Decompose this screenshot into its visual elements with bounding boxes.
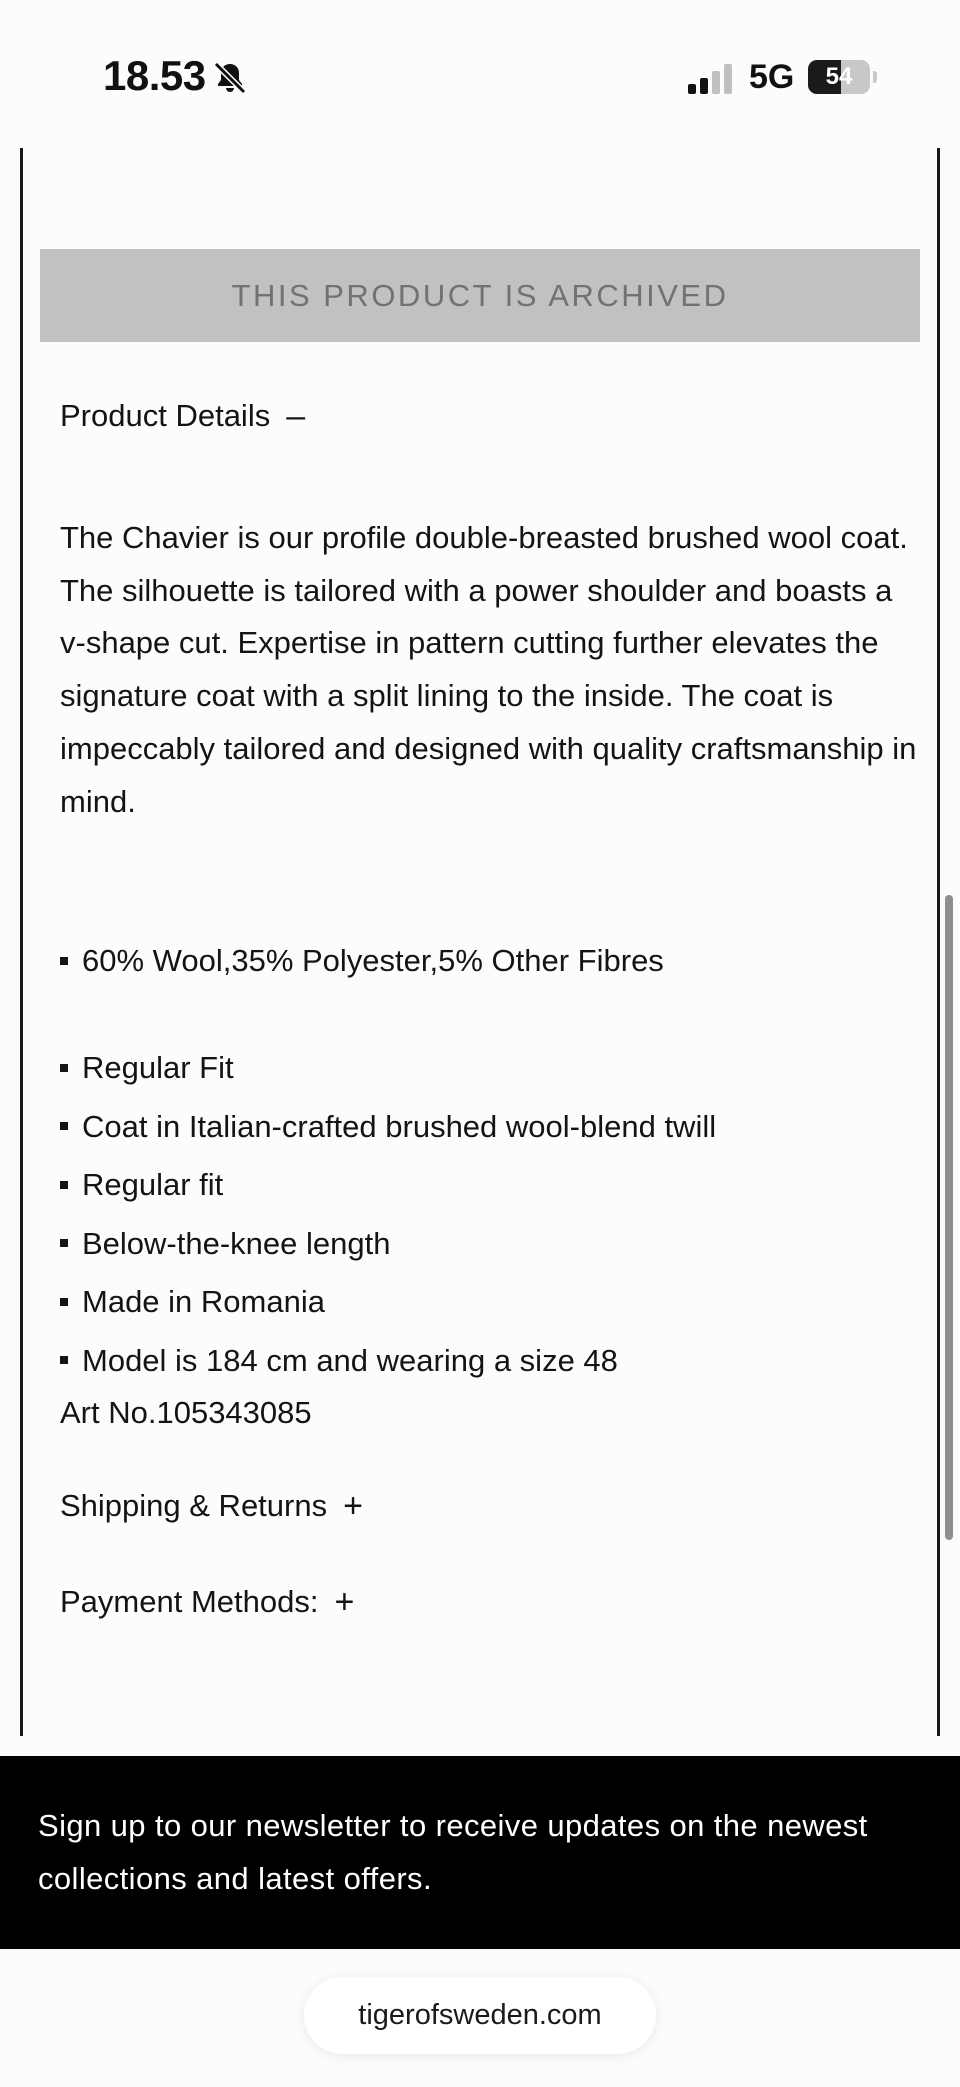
list-item: Regular Fit xyxy=(60,1039,920,1098)
bullet-icon xyxy=(60,1181,68,1189)
shipping-returns-toggle[interactable] xyxy=(60,1488,363,1524)
payment-methods-title: Payment Methods: xyxy=(60,1584,319,1619)
list-item: Coat in Italian-crafted brushed wool-blend twill xyxy=(60,1098,920,1157)
battery-tip xyxy=(873,71,877,83)
article-number: Art No.105343085 xyxy=(60,1395,312,1430)
expand-icon: + xyxy=(334,1583,355,1621)
battery-icon xyxy=(808,60,878,94)
bullet-icon xyxy=(60,957,68,965)
battery-body xyxy=(808,60,870,94)
product-description: The Chavier is our profile double-breasted brushed wool coat. The silhouette is tailored with a power shoulder and boasts a v-shape cut. Expertise in pattern cutting further elevates the signature coat with a split lining to the inside. The coat is impeccably tailored and designed with quality craftsmanship in mind. xyxy=(60,520,917,819)
expand-icon: + xyxy=(343,1487,363,1525)
list-item: 60% Wool,35% Polyester,5% Other Fibres xyxy=(60,932,920,991)
bell-slash-icon xyxy=(212,60,248,96)
archived-banner: THIS PRODUCT IS ARCHIVED xyxy=(40,249,920,342)
list-item: Below-the-knee length xyxy=(60,1215,920,1274)
bullet-icon xyxy=(60,1298,68,1306)
scrollbar-thumb[interactable] xyxy=(945,895,953,1540)
browser-address-bar[interactable] xyxy=(304,1977,656,2054)
product-details-toggle[interactable] xyxy=(60,398,305,434)
battery-percent: 54 xyxy=(825,63,853,90)
payment-methods-toggle[interactable] xyxy=(60,1584,354,1620)
features-list xyxy=(60,1039,920,1390)
list-item: Regular fit xyxy=(60,1156,920,1215)
bullet-icon xyxy=(60,1064,68,1072)
newsletter-banner[interactable] xyxy=(0,1756,960,1949)
bullet-icon xyxy=(60,1239,68,1247)
list-item: Made in Romania xyxy=(60,1273,920,1332)
bullet-icon xyxy=(60,1356,68,1364)
product-details-title: Product Details xyxy=(60,398,271,433)
status-time: 18.53 xyxy=(103,52,206,99)
cellular-signal-icon xyxy=(688,64,736,94)
url-text: tigerofsweden.com xyxy=(358,1999,602,2031)
newsletter-text: Sign up to our newsletter to receive updates on the newest collections and latest offers. xyxy=(38,1808,868,1896)
network-label: 5G xyxy=(749,58,795,96)
status-bar xyxy=(0,0,960,148)
shipping-returns-title: Shipping & Returns xyxy=(60,1488,328,1523)
list-item: Model is 184 cm and wearing a size 48 xyxy=(60,1332,920,1391)
composition-list xyxy=(60,932,920,991)
bullet-icon xyxy=(60,1122,68,1130)
collapse-icon: – xyxy=(286,397,306,435)
